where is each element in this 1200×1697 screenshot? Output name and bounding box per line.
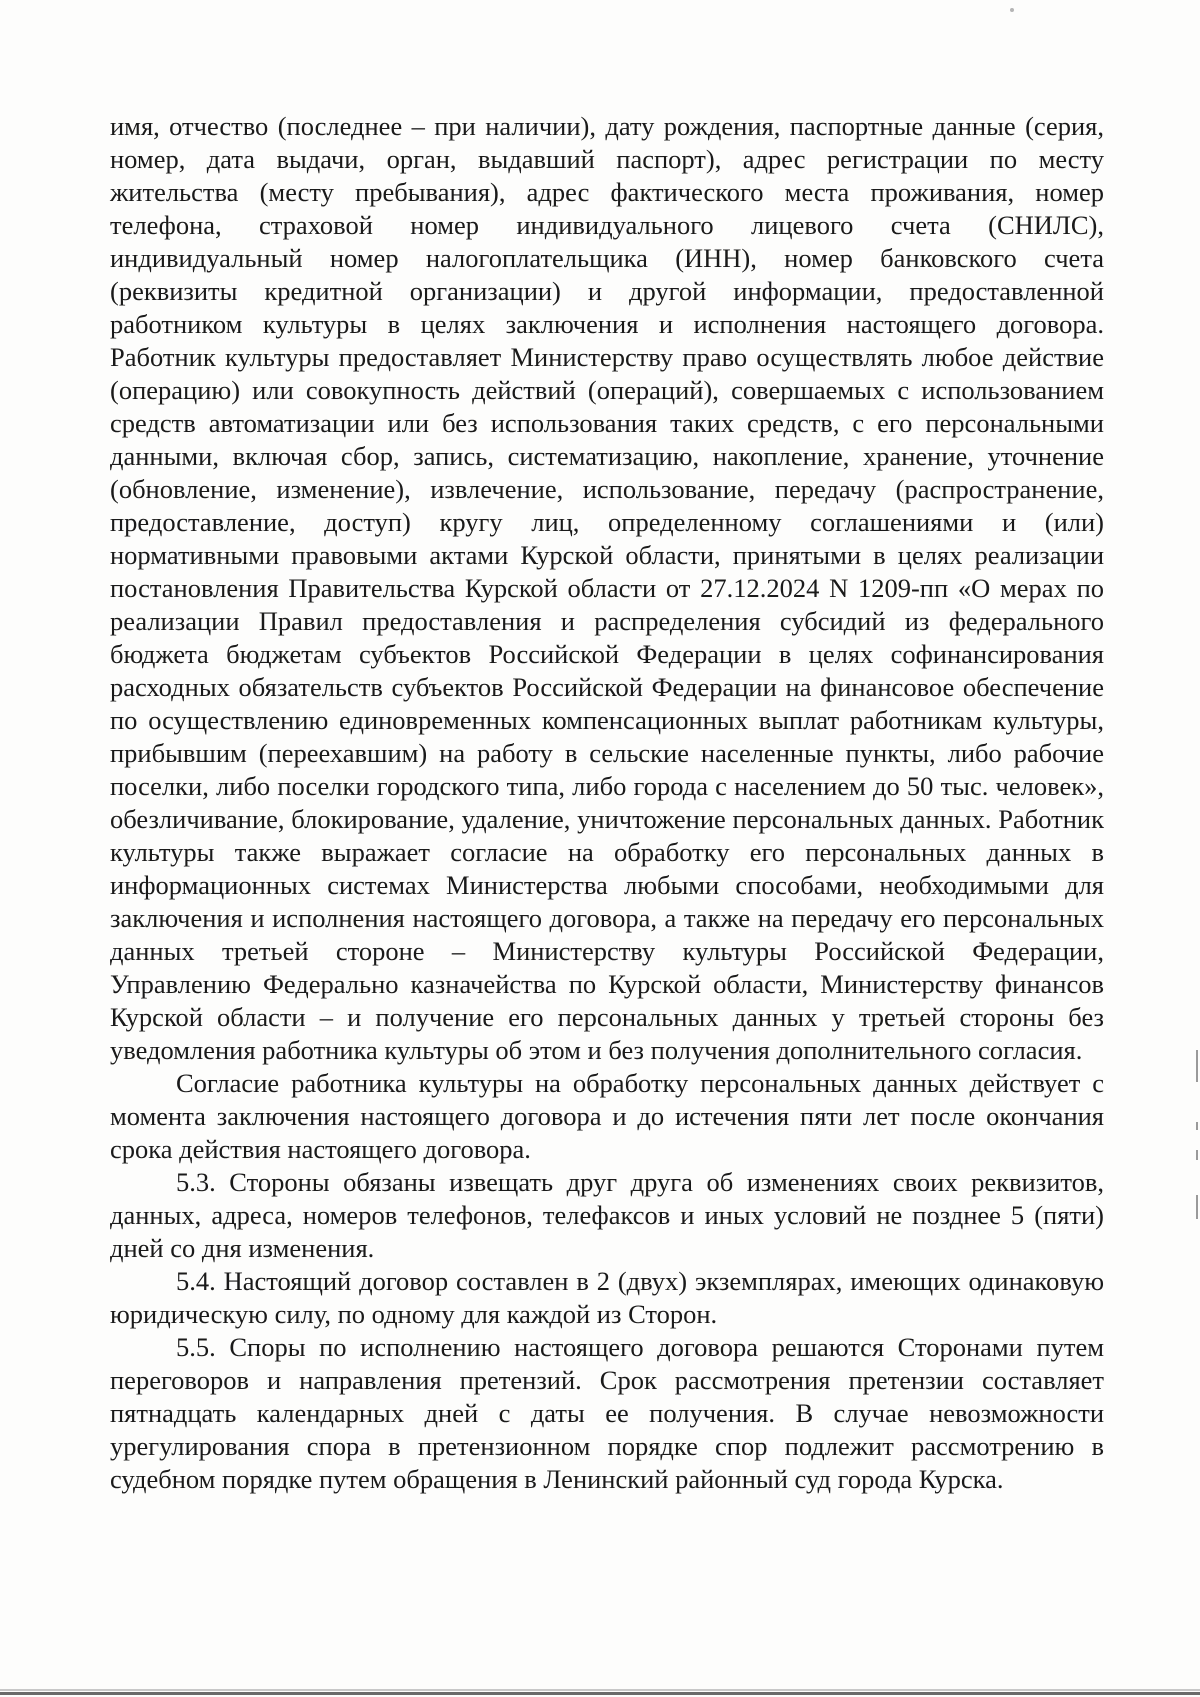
scan-margin-mark (1196, 1150, 1198, 1160)
scan-margin-mark (1196, 1050, 1198, 1082)
scan-bottom-edge (0, 1692, 1200, 1695)
clause-5-3: 5.3. Стороны обязаны извещать друг друга об изменениях своих реквизитов, данных, адреса, номеров телефонов, телефаксов и иных условий не позднее 5 (пяти) дней со дня изменения. (110, 1167, 1104, 1263)
scan-margin-mark (1196, 1195, 1198, 1219)
paragraph-consent-term: Согласие работника культуры на обработку персональных данных действует с момента заключения настоящего договора и до истечения пяти лет после окончания срока действия настоящего договора. (110, 1068, 1104, 1164)
clause-5-5: 5.5. Споры по исполнению настоящего договора решаются Сторонами путем переговоров и направления претензий. Срок рассмотрения претензии составляет пятнадцать календарных дней с даты ее получения. В случае невозможности урегулирования спора в претензионном порядке спор подлежит рассмотрению в судебном порядке путем обращения в Ленинский районный суд города Курска. (110, 1332, 1104, 1494)
clause-5-4: 5.4. Настоящий договор составлен в 2 (двух) экземплярах, имеющих одинаковую юридическую силу, по одному для каждой из Сторон. (110, 1266, 1104, 1329)
scan-bottom-shadow (0, 1689, 1200, 1691)
scan-margin-mark (1196, 1122, 1198, 1130)
scan-speck (1010, 8, 1014, 12)
document-body (110, 110, 1104, 1496)
paragraph-consent-continued: имя, отчество (последнее – при наличии), дату рождения, паспортные данные (серия, номер, дата выдачи, орган, выдавший паспорт), адрес регистрации по месту жительства (месту пребывания), адрес фактического места проживания, номер телефона, страховой номер индивидуального лицевого счета (СНИЛС), индивидуальный номер налогоплательщика (ИНН), номер банковского счета (реквизиты кредитной организации) и другой информации, предоставленной работником культуры в целях заключения и исполнения настоящего договора. Работник культуры предоставляет Министерству право осуществлять любое действие (операцию) или совокупность действий (операций), совершаемых с использованием средств автоматизации или без использования таких средств, с его персональными данными, включая сбор, запись, систематизацию, накопление, хранение, уточнение (обновление, изменение), извлечение, использование, передачу (распространение, предоставление, доступ) кругу лиц, определенному соглашениями и (или) нормативными правовыми актами Курской области, принятыми в целях реализации постановления Правительства Курской области от 27.12.2024 N 1209-пп «О мерах по реализации Правил предоставления и распределения субсидий из федерального бюджета бюджетам субъектов Российской Федерации в целях софинансирования расходных обязательств субъектов Российской Федерации на финансовое обеспечение по осуществлению единовременных компенсационных выплат работникам культуры, прибывшим (переехавшим) на работу в сельские населенные пункты, либо рабочие поселки, либо поселки городского типа, либо города с населением до 50 тыс. человек», обезличивание, блокирование, удаление, уничтожение персональных данных. Работник культуры также выражает согласие на обработку его персональных данных в информационных системах Министерства любыми способами, необходимыми для заключения и исполнения настоящего договора, а также на передачу его персональных данных третьей стороне – Министерству культуры Российской Федерации, Управлению Федерально казначейства по Курской области, Министерству финансов Курской области – и получение его персональных данных у третьей стороны без уведомления работника культуры об этом и без получения дополнительного согласия. (110, 111, 1104, 1065)
